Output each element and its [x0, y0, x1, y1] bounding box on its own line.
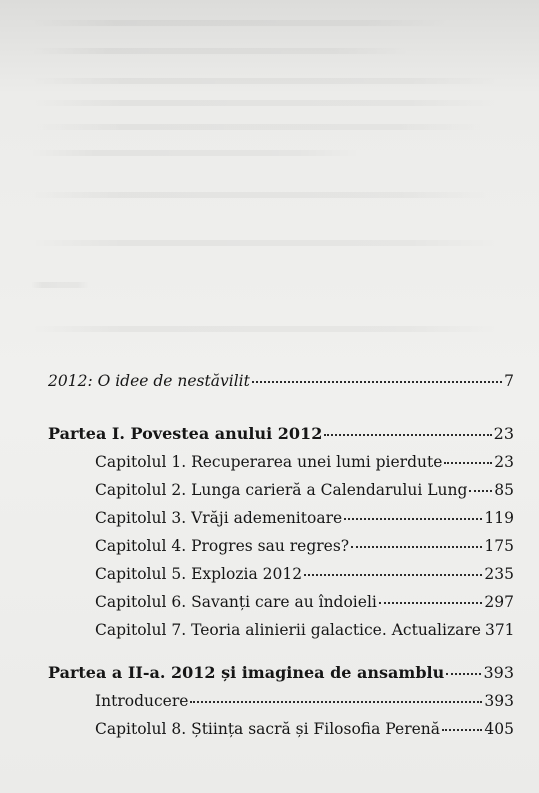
dot-leader [252, 381, 502, 383]
toc-chapter-page: 235 [484, 565, 514, 583]
bleed-through-line [30, 100, 500, 106]
toc-chapter-page: 405 [484, 720, 514, 738]
dot-leader [344, 518, 482, 520]
toc-chapter-title: Capitolul 3. Vrăji ademenitoare [95, 509, 343, 527]
dot-leader [442, 729, 482, 731]
toc-chapter-page: 23 [494, 453, 514, 471]
toc-chapter-page: 371 [484, 621, 515, 639]
toc-chapter-page: 297 [484, 593, 514, 611]
toc-part-title: Partea I. Povestea anului 2012 [48, 424, 323, 443]
dot-leader [469, 490, 492, 492]
dot-leader [444, 462, 492, 464]
toc-chapter[interactable] [95, 451, 514, 473]
bleed-through-line [30, 326, 500, 332]
toc-chapter-page: 393 [484, 692, 514, 710]
toc-chapter-page: 85 [494, 481, 514, 499]
toc-entry-intro[interactable] [48, 370, 514, 392]
toc-chapter-title: Capitolul 8. Știința sacră și Filosofia Perenă [95, 720, 441, 738]
dot-leader [446, 673, 481, 675]
toc-chapter-title: Capitolul 4. Progres sau regres? [95, 537, 350, 555]
bleed-through-line [30, 20, 450, 26]
toc-chapter[interactable] [95, 507, 514, 529]
toc-part-title: Partea a II-a. 2012 și imaginea de ansamblu [48, 663, 445, 682]
toc-chapter-title: Capitolul 5. Explozia 2012 [95, 565, 303, 583]
toc-chapter-title: Capitolul 6. Savanți care au îndoieli [95, 593, 377, 611]
dot-leader [379, 602, 483, 604]
bleed-through-line [30, 78, 500, 84]
toc-chapter-page: 175 [484, 537, 514, 555]
bleed-through-line [30, 48, 410, 54]
toc-chapter[interactable] [95, 718, 514, 740]
bleed-through-line [30, 192, 490, 198]
bleed-through-line [30, 282, 90, 288]
toc-entry-title: 2012: O idee de nestăvilit [48, 372, 250, 390]
toc-chapter-title: Introducere [95, 692, 189, 710]
bleed-through-line [30, 150, 360, 156]
dot-leader [324, 434, 491, 436]
toc-chapter-page: 119 [484, 509, 514, 527]
dot-leader [304, 574, 482, 576]
toc-chapter-title: Capitolul 7. Teoria alinierii galactice. Actualizare [95, 621, 481, 639]
toc-entry-page: 7 [504, 372, 514, 390]
toc-part-page: 393 [483, 663, 514, 682]
dot-leader [351, 546, 482, 548]
bleed-through-line [30, 124, 490, 130]
toc-part-page: 23 [493, 424, 514, 443]
toc-part-1[interactable] [48, 423, 514, 445]
toc-chapter[interactable] [95, 479, 514, 501]
bleed-through-line [30, 240, 500, 246]
toc-chapter[interactable] [95, 535, 514, 557]
toc-chapter[interactable] [95, 591, 514, 613]
toc-chapter-title: Capitolul 1. Recuperarea unei lumi pierdute [95, 453, 443, 471]
dot-leader [190, 701, 482, 703]
toc-part-2[interactable] [48, 662, 514, 684]
toc-chapter[interactable] [95, 563, 514, 585]
toc-chapter-title: Capitolul 2. Lunga carieră a Calendarului Lung [95, 481, 468, 499]
toc-chapter[interactable] [95, 690, 514, 712]
toc-chapter[interactable] [95, 619, 514, 641]
